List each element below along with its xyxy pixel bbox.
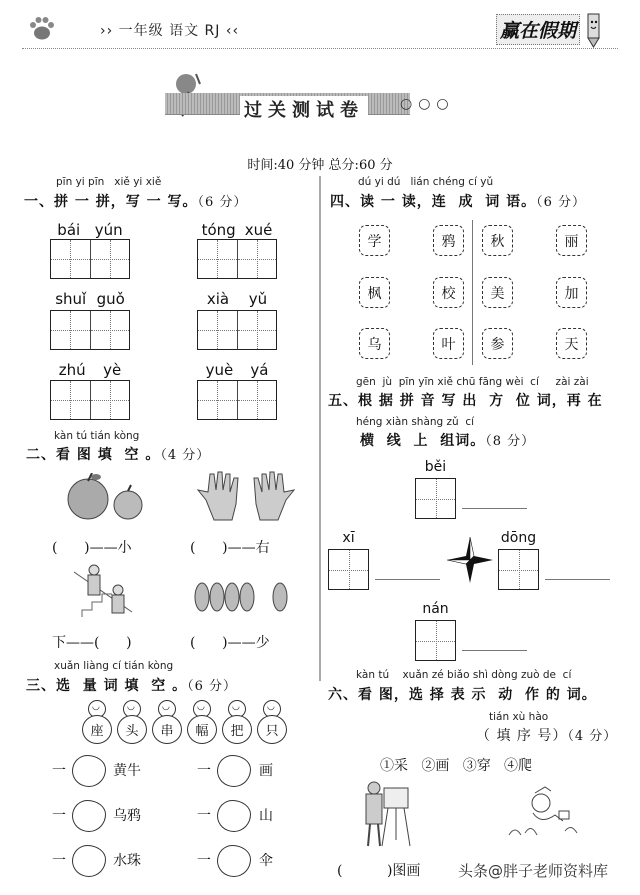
q3-title: 三、选 量 词 填 空 。（6 分） <box>26 678 238 694</box>
q3-item-5: 山 <box>259 808 273 824</box>
q6-options: ①采 ②画 ③穿 ④爬 <box>380 758 533 774</box>
south-answer-line[interactable] <box>462 650 527 651</box>
q1-word-3-writing-grid[interactable] <box>50 310 130 350</box>
q1-word-1-pinyin: bái yún <box>57 221 123 239</box>
header-divider <box>22 48 618 49</box>
q3-item-1: 黄牛 <box>113 763 141 779</box>
q5-title-line1: 五、根 据 拼 音 写 出 方 位 词，再 在 <box>328 393 603 409</box>
north-writing-box[interactable] <box>415 478 456 519</box>
q2-blank-2[interactable]: ( )——右 <box>190 540 270 556</box>
q1-word-5-writing-grid[interactable] <box>50 380 130 420</box>
q2-title: 二、看 图 填 空 。（4 分） <box>26 447 211 463</box>
q1-word-4-writing-grid[interactable] <box>197 310 277 350</box>
measure-word-option-2: ◡ 头 <box>117 700 147 744</box>
compass-star-icon <box>447 537 493 583</box>
q4-card-10[interactable]: 丽 <box>556 225 587 256</box>
q4-card-9[interactable]: 参 <box>482 328 513 359</box>
q3-blank-cloud-6[interactable] <box>217 845 251 877</box>
q6-blank-1[interactable]: ( )图画 <box>337 863 421 879</box>
measure-word-option-4: ◡ 幅 <box>187 700 217 744</box>
q1-word-2-writing-grid[interactable] <box>197 239 277 279</box>
brand-logo: 赢在假期 <box>496 14 580 45</box>
q4-card-6[interactable]: 叶 <box>433 328 464 359</box>
q6-sub-pinyin: tián xù hào <box>489 711 549 723</box>
q3-pinyin: xuǎn liàng cí tián kòng <box>54 660 174 672</box>
q5-title-line2: 横 线 上 组词。（8 分） <box>360 433 536 449</box>
bubbles-decoration-icon: ○○○ <box>400 96 455 112</box>
q1-word-5-pinyin: zhú yè <box>58 361 122 379</box>
q2-blank-3[interactable]: 下——( ) <box>52 635 132 651</box>
q4-center-divider <box>472 220 473 365</box>
grade-subject-label: ›› 一年级 语文 RJ ‹‹ <box>100 23 240 39</box>
q4-card-2[interactable]: 枫 <box>359 277 390 308</box>
q4-card-11[interactable]: 加 <box>556 277 587 308</box>
east-pinyin: dōng <box>500 530 537 546</box>
south-writing-box[interactable] <box>415 620 456 661</box>
measure-word-option-5: ◡ 把 <box>222 700 252 744</box>
pencil-mascot-icon <box>582 8 604 48</box>
q3-item-4: 画 <box>259 763 273 779</box>
q3-item-3: 水珠 <box>113 853 141 869</box>
q4-card-3[interactable]: 乌 <box>359 328 390 359</box>
south-pinyin: nán <box>422 601 449 617</box>
paw-icon <box>28 14 56 42</box>
q3-blank-cloud-1[interactable] <box>72 755 106 787</box>
q3-item-6: 伞 <box>259 853 273 869</box>
q6-pinyin: kàn tú xuǎn zé biǎo shì dòng zuò de cí <box>356 669 572 681</box>
child-picking-picture <box>505 785 585 840</box>
q3-prefix-1: 一 <box>52 763 66 779</box>
q3-prefix-2: 一 <box>52 808 66 824</box>
q2-blank-1[interactable]: ( )——小 <box>52 540 132 556</box>
q4-pinyin: dú yi dú lián chéng cí yǔ <box>358 176 494 188</box>
q1-word-3-pinyin: shuǐ guǒ <box>55 290 125 308</box>
west-writing-box[interactable] <box>328 549 369 590</box>
q3-blank-cloud-2[interactable] <box>72 800 106 832</box>
q1-word-4-pinyin: xià yǔ <box>206 290 268 308</box>
q3-prefix-6: 一 <box>197 853 211 869</box>
q4-card-12[interactable]: 天 <box>556 328 587 359</box>
q4-card-8[interactable]: 美 <box>482 277 513 308</box>
page-title: 过关测试卷 <box>240 96 368 122</box>
east-answer-line[interactable] <box>545 579 610 580</box>
time-score-info: 时间:40 分钟 总分:60 分 <box>247 158 393 173</box>
q3-blank-cloud-5[interactable] <box>217 800 251 832</box>
q1-title: 一、拼 一 拼，写 一 写。（6 分） <box>24 194 248 210</box>
q4-card-4[interactable]: 鸦 <box>433 225 464 256</box>
q2-blank-4[interactable]: ( )——少 <box>190 635 270 651</box>
q1-word-6-writing-grid[interactable] <box>197 380 277 420</box>
q3-prefix-3: 一 <box>52 853 66 869</box>
q1-word-2-pinyin: tóng xué <box>201 221 273 239</box>
candies-picture <box>192 575 292 620</box>
q4-card-5[interactable]: 校 <box>433 277 464 308</box>
apples-picture <box>66 473 148 523</box>
q4-card-1[interactable]: 学 <box>359 225 390 256</box>
q1-pinyin: pīn yi pīn xiě yi xiě <box>56 176 162 188</box>
q5-pinyin-line1: gēn jù pīn yīn xiě chū fāng wèi cí zài zài <box>356 376 589 388</box>
q3-blank-cloud-4[interactable] <box>217 755 251 787</box>
q5-pinyin-line2: héng xiàn shàng zǔ cí <box>356 416 475 428</box>
west-pinyin: xī <box>342 530 355 546</box>
column-divider <box>319 176 321 681</box>
q6-title: 六、看 图，选 择 表 示 动 作 的 词。 <box>328 687 597 703</box>
q3-item-2: 乌鸦 <box>113 808 141 824</box>
q1-word-1-writing-grid[interactable] <box>50 239 130 279</box>
q3-prefix-4: 一 <box>197 763 211 779</box>
north-answer-line[interactable] <box>462 508 527 509</box>
measure-word-option-3: ◡ 串 <box>152 700 182 744</box>
hands-picture <box>196 470 296 522</box>
measure-word-option-6: ◡ 只 <box>257 700 287 744</box>
east-writing-box[interactable] <box>498 549 539 590</box>
west-answer-line[interactable] <box>375 579 440 580</box>
q4-card-7[interactable]: 秋 <box>482 225 513 256</box>
north-pinyin: běi <box>424 459 447 475</box>
q1-word-6-pinyin: yuè yá <box>205 361 269 379</box>
q3-prefix-5: 一 <box>197 808 211 824</box>
q4-title: 四、读 一 读，连 成 词 语。（6 分） <box>330 194 587 210</box>
watermark: 头条@胖子老师资料库 <box>458 862 609 880</box>
q2-pinyin: kàn tú tián kòng <box>54 430 140 442</box>
q6-sub-title: （ 填 序 号）（4 分） <box>476 728 618 744</box>
q3-blank-cloud-3[interactable] <box>72 845 106 877</box>
stairs-people-picture <box>72 562 142 622</box>
boy-painting-picture <box>360 780 415 850</box>
measure-word-option-1: ◡ 座 <box>82 700 112 744</box>
